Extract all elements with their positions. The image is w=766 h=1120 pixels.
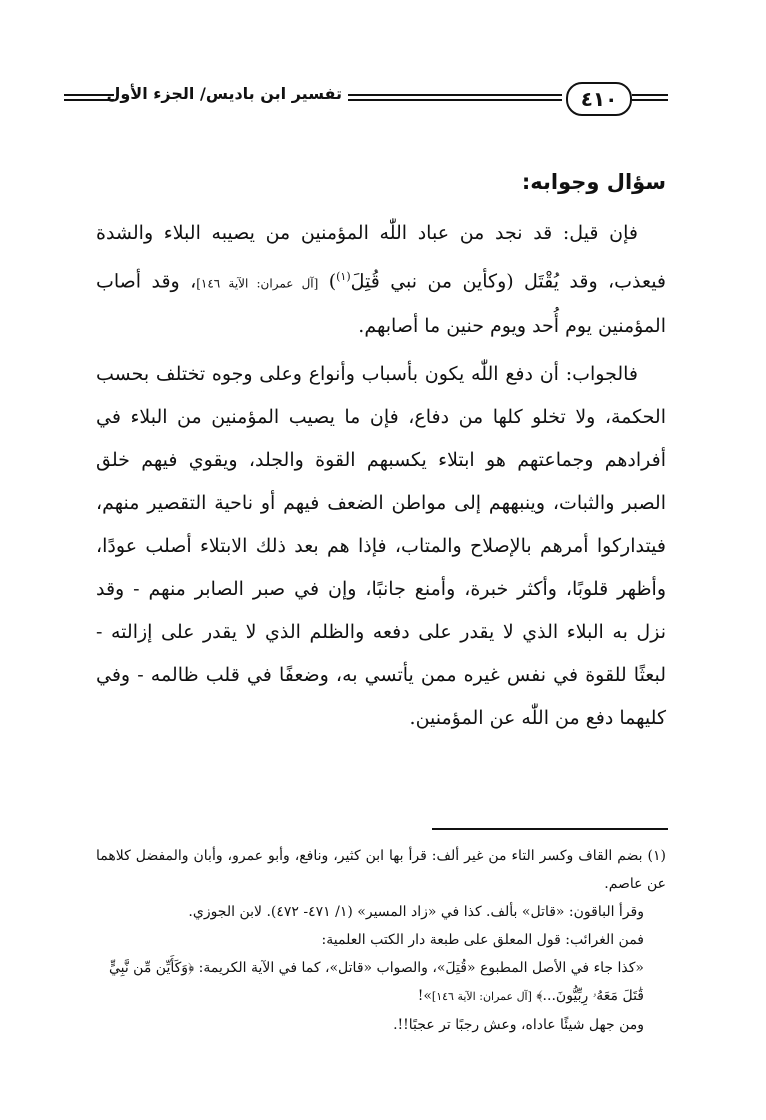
header-rule-left	[64, 94, 114, 96]
footnote-1-line-4	[96, 954, 666, 1011]
footnote-1-quote-b: »!	[417, 988, 432, 1004]
footnote-reference: (١)	[336, 270, 351, 283]
footnote-1-line-2: وقرأ الباقون: «قاتل» بألف. كذا في «زاد المسير» (١/ ٤٧١- ٤٧٢). لابن الجوزي.	[188, 904, 644, 920]
footnote-1-citation: [آل عمران: الآية ١٤٦]	[431, 990, 532, 1003]
section-heading: سؤال وجوابه:	[521, 170, 666, 194]
question-text-c: ، وقد أصاب المؤمنين يوم أُحد ويوم حنين ما أصابهم.	[96, 270, 666, 338]
footnote-1-line-5: ومن جهل شيئًا عاداه، وعش رجبًا تر عجبًا!!.	[393, 1017, 644, 1033]
footnote-1-line-1: (١) بضم القاف وكسر التاء من غير ألف: قرأ بها ابن كثير، ونافع، وأبو عمرو، وأبان والمفضل كلاهما عن عاصم.	[96, 848, 666, 892]
paragraph-question	[96, 212, 666, 348]
question-text-b: )	[328, 270, 337, 293]
page-number: ٤١٠	[566, 82, 632, 116]
footnote-1-quran-verse: ﴿وَكَأَيِّن مِّن نَّبِيٍّ قَٰتَلَ مَعَهُۥ رِبِّيُّونَ...﴾	[108, 960, 644, 1004]
header-rule-right	[632, 94, 668, 96]
footnote-1-quote-a: «كذا جاء في الأصل المطبوع «قُتِلَ»، والصواب «قاتل»، كما في الآية الكريمة:	[194, 960, 644, 976]
paragraph-answer: فالجواب: أن دفع اللّٰه يكون بأسباب وأنواع وعلى وجوه تختلف بحسب الحكمة، ولا تخلو كلها من دفاع، فإن ما يصيب المؤمنين من البلاء في أفرادهم وجماعتهم هو ابتلاء يكسبهم القوة والجلد، ويقوي فيهم خلق الصبر والثبات، وينبههم إلى مواطن الضعف فيهم أو ناحية التقصير منهم، فيتداركوا أمرهم بالإصلاح والمتاب، فإذا هم بعد ذلك الابتلاء أصلب عودًا، وأظهر قلوبًا، وأكثر خبرة، وأمنع جانبًا، وإن في صبر الصابر منهم - وقد نزل به البلاء الذي لا يقدر على دفعه والظلم الذي لا يقدر على إزالته - لبعثًا للقوة في نفس غيره ممن يأتسي به، وضعفًا في قلب ظالمه - وفي كليهما دفع من اللّٰه عن المؤمنين.	[96, 363, 666, 729]
running-title: تفسير ابن باديس/ الجزء الأول	[106, 84, 342, 103]
question-text-a: فإن قيل: قد نجد من عباد اللّٰه المؤمنين من يصيبه البلاء والشدة فيعذب، وقد يُقْتَل (وكأين من نبي قُتِلَ	[96, 222, 667, 293]
header-rule-middle	[348, 94, 562, 96]
footnote-separator	[432, 828, 668, 830]
quran-citation: [آل عمران: الآية ١٤٦]	[196, 276, 319, 291]
footnotes	[96, 842, 666, 1039]
footnote-1-line-3: فمن الغرائب: قول المعلق على طبعة دار الكتب العلمية:	[321, 932, 644, 948]
